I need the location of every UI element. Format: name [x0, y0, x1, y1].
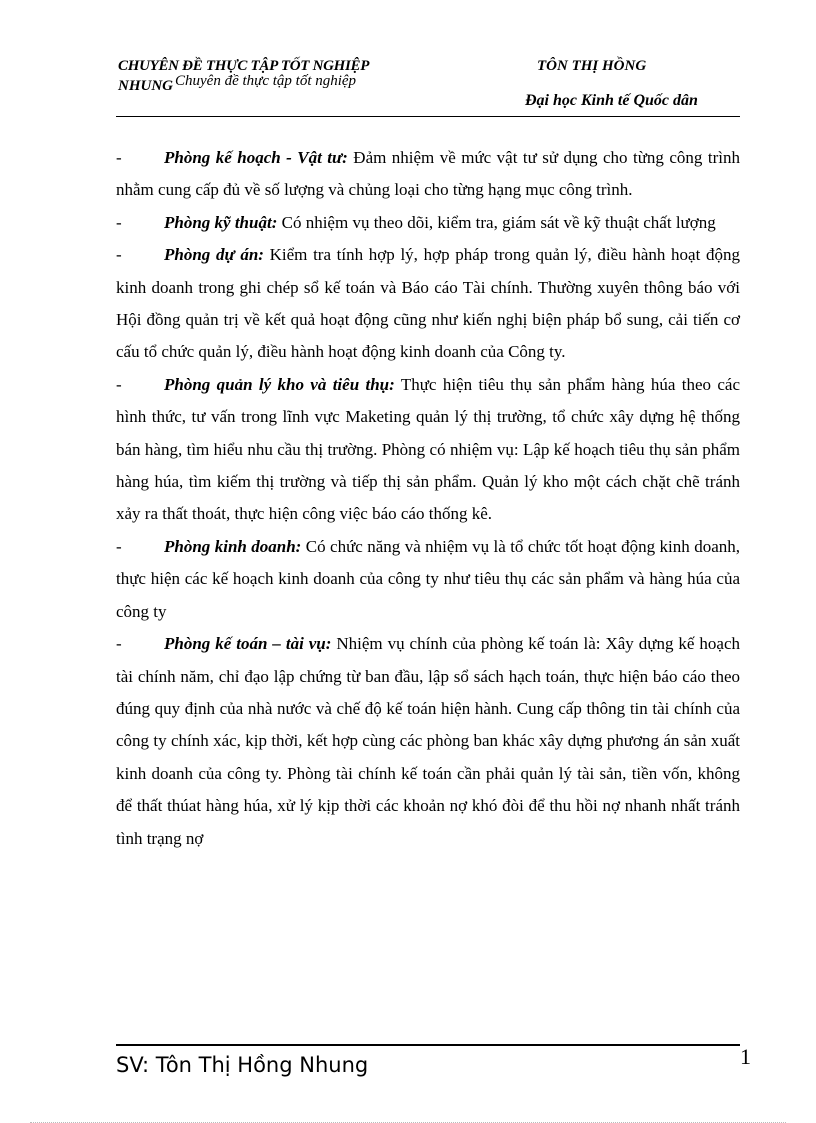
bullet-dash: -	[116, 212, 122, 232]
paragraph-business	[116, 531, 740, 628]
paragraph-text: Đảm nhiệm về mức vật tư sử dụng cho từng công trình nhằm cung cấp đủ về số lượng và chủng loại cho từng hạng mục công trình.	[116, 148, 740, 200]
document-body	[116, 142, 740, 855]
header-report-title: CHUYÊN ĐỀ THỰC TẬP TỐT NGHIỆP	[118, 58, 370, 74]
bullet-dash: -	[116, 148, 122, 167]
footer-student-name: SV: Tôn Thị Hồng Nhung	[116, 1053, 369, 1077]
header-overlay-title: Chuyên đề thực tập tốt nghiệp	[175, 73, 357, 89]
footer-divider	[116, 1044, 740, 1046]
paragraph-technical	[116, 207, 740, 239]
bullet-dash: -	[116, 245, 122, 265]
bullet-dash: -	[116, 536, 122, 556]
paragraph-text: Có chức năng và nhiệm vụ là tổ chức tốt hoạt động kinh doanh, thực hiện các kế hoạch kinh doanh của công ty như tiêu thụ các sản phẩm và hàng húa của công ty	[116, 536, 740, 621]
paragraph-heading: Phòng dự án:	[164, 245, 264, 265]
paragraph-heading: Phòng kỹ thuật:	[164, 212, 278, 232]
header-university: Đại học Kinh tế Quốc dân	[525, 92, 698, 109]
paragraph-warehouse-sales	[116, 369, 740, 531]
page-number: 1	[740, 1044, 751, 1069]
paragraph-heading: Phòng kinh doanh:	[164, 536, 302, 556]
paragraph-projects	[116, 239, 740, 369]
paragraph-planning-supplies	[116, 142, 740, 207]
header-author-name: TÔN THỊ HỒNG	[537, 58, 647, 74]
paragraph-heading: Phòng kế toán – tài vụ:	[164, 634, 332, 654]
paragraph-text: Có nhiệm vụ theo dõi, kiểm tra, giám sát về kỹ thuật chất lượng	[277, 212, 716, 232]
paragraph-heading: Phòng quản lý kho và tiêu thụ:	[164, 374, 395, 394]
header-divider	[116, 116, 740, 117]
paragraph-accounting	[116, 628, 740, 855]
paragraph-text: Thực hiện tiêu thụ sản phẩm hàng húa theo các hình thức, tư vấn trong lĩnh vực Maketing quản lý thị trường, tổ chức xây dựng hệ thống bán hàng, tìm hiểu nhu cầu thị trường. Phòng có nhiệm vụ: Lập kế hoạch tiêu thụ sản phẩm hàng húa, tìm kiếm thị trường và tiếp thị sản phẩm. Quản lý kho một cách chặt chẽ tránh xảy ra thất thoát, thực hiện công việc báo cáo thống kê.	[116, 374, 740, 524]
header-report-title-continued: NHUNG	[118, 78, 173, 94]
paragraph-text: Kiểm tra tính hợp lý, hợp pháp trong quản lý, điều hành hoạt động kinh doanh trong ghi chép sổ kế toán và Báo cáo Tài chính. Thường xuyên thông báo với Hội đồng quản trị về kết quả hoạt động cũng như kiến nghị biện pháp bổ sung, cải tiến cơ cấu tổ chức quản lý, điều hành hoạt động kinh doanh của Công ty.	[116, 245, 740, 362]
paragraph-heading: Phòng kế hoạch - Vật tư:	[164, 148, 348, 167]
paragraph-text: Nhiệm vụ chính của phòng kế toán là: Xây dựng kế hoạch tài chính năm, chỉ đạo lập chứng từ ban đầu, lập sổ sách hạch toán, thực hiện báo cáo theo đúng quy định của nhà nước và chế độ kế toán hiện hành. Cung cấp thông tin tài chính của công ty chính xác, kịp thời, kết hợp cùng các phòng ban khác xây dựng phương án sản xuất kinh doanh của công ty. Phòng tài chính kế toán cần phải quản lý tài sản, tiền vốn, không để thất thúat hàng húa, xử lý kịp thời các khoản nợ khó đòi để thu hồi nợ nhanh nhất tránh tình trạng nợ	[116, 634, 741, 848]
bullet-dash: -	[116, 374, 122, 394]
bullet-dash: -	[116, 634, 122, 654]
